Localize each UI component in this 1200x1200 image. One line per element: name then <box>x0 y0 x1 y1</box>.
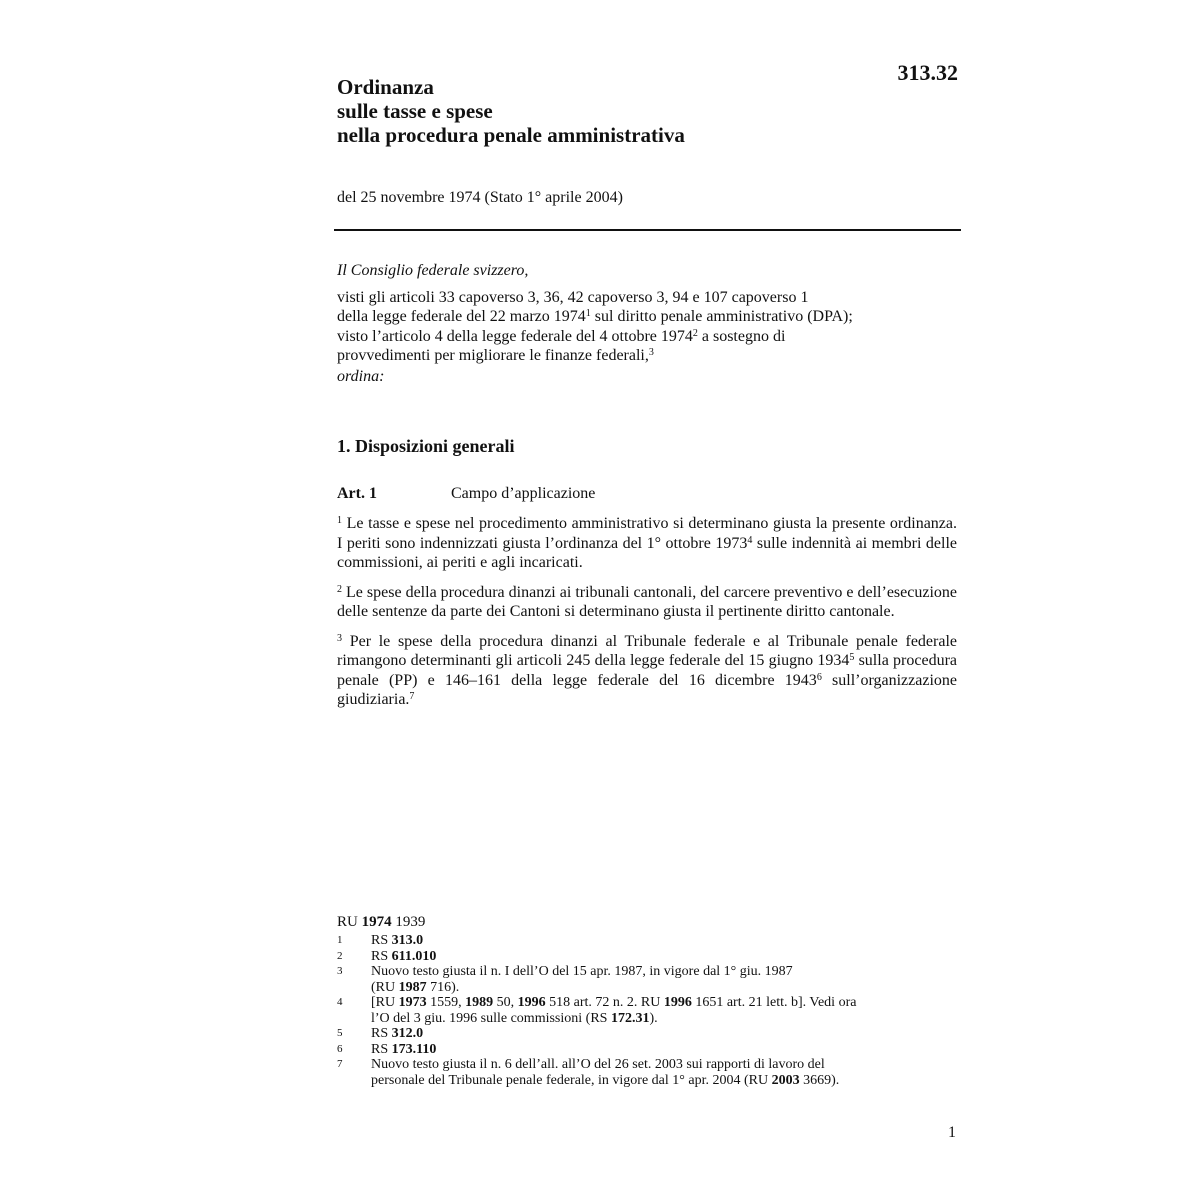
footnote-5: 5 RS 312.0 <box>337 1026 424 1041</box>
header-divider <box>334 229 961 231</box>
article-title: Campo d’applicazione <box>451 485 596 502</box>
footnote-ref-5[interactable]: 5 <box>849 652 855 663</box>
preamble-line-2: della legge federale del 22 marzo 1974$^1$ sul diritto penale amministrativo (DPA); <box>337 308 853 325</box>
title-line-2: sulle tasse e spese <box>337 99 493 123</box>
footnote-ref-1[interactable]: 1 <box>585 308 591 319</box>
footnote-ref-6[interactable]: 6 <box>816 671 822 683</box>
preamble-line-3: visto l’articolo 4 della legge federale del 4 ottobre 1974$^2$ a sostegno di <box>337 327 786 345</box>
paragraph-2: $^2$ Le spese della procedura dinanzi ai tribunali cantonali, del carcere preventivo e dell’esecuzione delle sentenze da parte dei Cantoni si determinano giusta il pertinente diritto cantonale. <box>337 583 957 620</box>
preamble-ordina: ordina: <box>337 367 385 385</box>
footnote-1: 1 RS 313.0 <box>337 933 424 948</box>
section-title: 1. Disposizioni generali <box>337 436 515 456</box>
footnote-6: 6 RS 173.110 <box>337 1041 437 1057</box>
footnote-4: 4 [RU 1973 1559, 1989 50, 1996 518 art. 72 n. 2. RU 1996 1651 art. 21 lett. b]. Vedi ora l’O del 3 giu. 1996 sulle commissioni (RS 172.31). <box>337 995 857 1026</box>
paragraph-3: $^3$ Per le spese della procedura dinanzi al Tribunale federale e al Tribunale penale federale rimangono determinanti gli articoli 245 della legge federale del 15 giugno 1934$^5$ sulla procedura penale (PP) e 146–161 della legge federale del 16 dicembre 1943$^6$ sull’organizzazione giudiziaria.$^7$ <box>337 632 958 708</box>
title-line-3: nella procedura penale amministrativa <box>337 123 685 147</box>
ru-reference: RU 1974 1939 <box>337 914 426 930</box>
preamble-line-4: provvedimenti per migliorare le finanze federali,$^3$ <box>337 347 654 364</box>
footnote-ref-4[interactable]: 4 <box>747 534 753 546</box>
paragraph-1: $^1$ Le tasse e spese nel procedimento amministrativo si determinano giusta la presente ordinanza. I periti sono indennizzati giusta l’ordinanza del 1° ottobre 1973$^4$ sulle indennità ai membri delle commissioni, ai periti e agli incaricati. <box>337 515 958 571</box>
article-body <box>337 514 957 720</box>
footnote-2: 2 RS 611.010 <box>337 948 437 964</box>
footnote-ref-7[interactable]: 7 <box>409 691 415 702</box>
page-number: 1 <box>948 1124 956 1141</box>
footnotes <box>337 933 957 1088</box>
article-heading <box>337 485 957 503</box>
preamble-line-1: visti gli articoli 33 capoverso 3, 36, 42 capoverso 3, 94 e 107 capoverso 1 <box>337 288 809 306</box>
footnote-3: 3 Nuovo testo giusta il n. I dell’O del 15 apr. 1987, in vigore dal 1° giu. 1987 (RU 1987 716). <box>337 964 793 995</box>
date-line: del 25 novembre 1974 (Stato 1° aprile 2004) <box>337 189 623 206</box>
document-number: 313.32 <box>897 60 958 85</box>
article-label: Art. 1 <box>337 485 377 502</box>
footnote-ref-2[interactable]: 2 <box>692 327 698 339</box>
document-title <box>337 75 685 147</box>
preamble <box>337 261 957 386</box>
title-line-1: Ordinanza <box>337 75 434 99</box>
preamble-council: Il Consiglio federale svizzero, <box>337 262 529 279</box>
footnote-ref-3[interactable]: 3 <box>648 347 654 358</box>
footnote-7: 7 Nuovo testo giusta il n. 6 dell’all. all’O del 26 set. 2003 sui rapporti di lavoro del personale del Tribunale penale federale, in vigore dal 1° apr. 2004 (RU 2003 3669). <box>337 1057 840 1088</box>
